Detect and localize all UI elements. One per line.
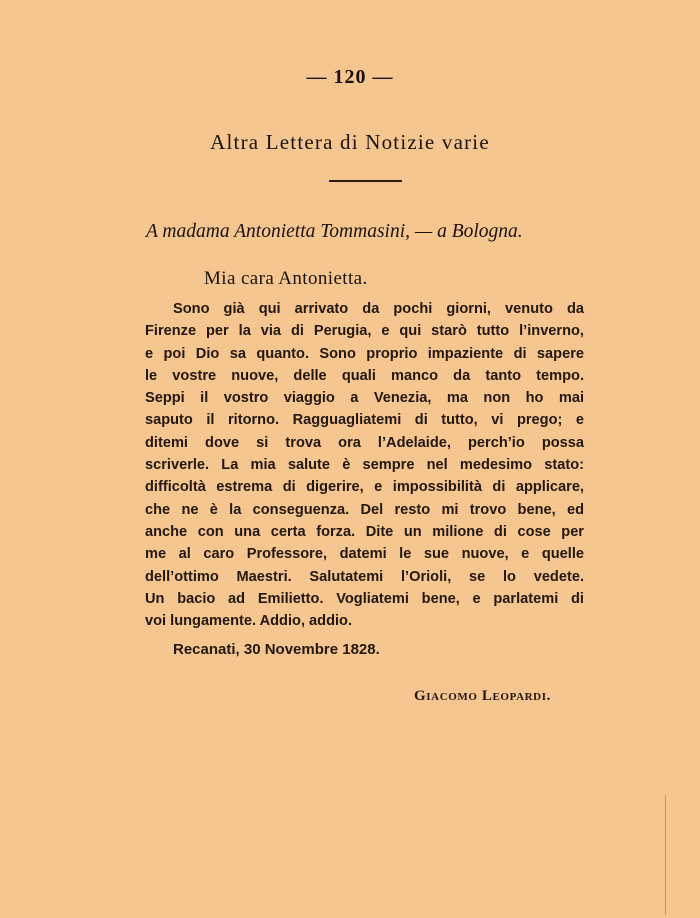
letter-body bbox=[145, 298, 584, 632]
letter-line: voi lungamente. Addio, addio. bbox=[145, 613, 353, 630]
letter-line: che ne è la conseguenza. Del resto mi trovo bene, ed bbox=[145, 501, 584, 518]
letter-line: le vostre nuove, delle quali manco da tanto tempo. bbox=[145, 367, 584, 384]
page-number: — 120 — bbox=[306, 66, 394, 88]
letter-line: me al caro Professore, datemi le sue nuove, e quelle bbox=[145, 546, 584, 563]
letter-line: scriverle. La mia salute è sempre nel medesimo stato: bbox=[145, 457, 584, 474]
place-date: Recanati, 30 Novembre 1828. bbox=[173, 641, 380, 658]
letter-salutation: Mia cara Antonietta. bbox=[204, 268, 368, 289]
letter-line: dell’ottimo Maestri. Salutatemi l’Orioli, se lo vedete. bbox=[145, 568, 584, 585]
letter-line: saputo il ritorno. Ragguagliatemi di tutto, vi prego; e bbox=[145, 412, 584, 429]
section-title: Altra Lettera di Notizie varie bbox=[210, 130, 490, 154]
letter-line: Seppi il vostro viaggio a Venezia, ma non ho mai bbox=[145, 390, 584, 407]
letter-line: Sono già qui arrivato da pochi giorni, venuto da bbox=[173, 301, 584, 317]
page-edge-line bbox=[665, 795, 666, 915]
letter-addressee: A madama Antonietta Tommasini, — a Bologna. bbox=[146, 221, 523, 242]
letter-line: difficoltà estrema di digerire, e impossibilità di applicare, bbox=[145, 479, 584, 496]
letter-line: anche con una certa forza. Dite un milione di cose per bbox=[145, 523, 584, 540]
letter-line: Firenze per la via di Perugia, e qui starò tutto l’inverno, bbox=[145, 323, 584, 340]
title-rule bbox=[329, 180, 402, 182]
letter-line: Un bacio ad Emilietto. Vogliatemi bene, e parlatemi di bbox=[145, 590, 584, 607]
signature: Giacomo Leopardi. bbox=[414, 688, 551, 704]
letter-line: ditemi dove si trova ora l’Adelaide, perch’io possa bbox=[145, 434, 584, 451]
letter-line: e poi Dio sa quanto. Sono proprio impaziente di sapere bbox=[145, 345, 584, 362]
